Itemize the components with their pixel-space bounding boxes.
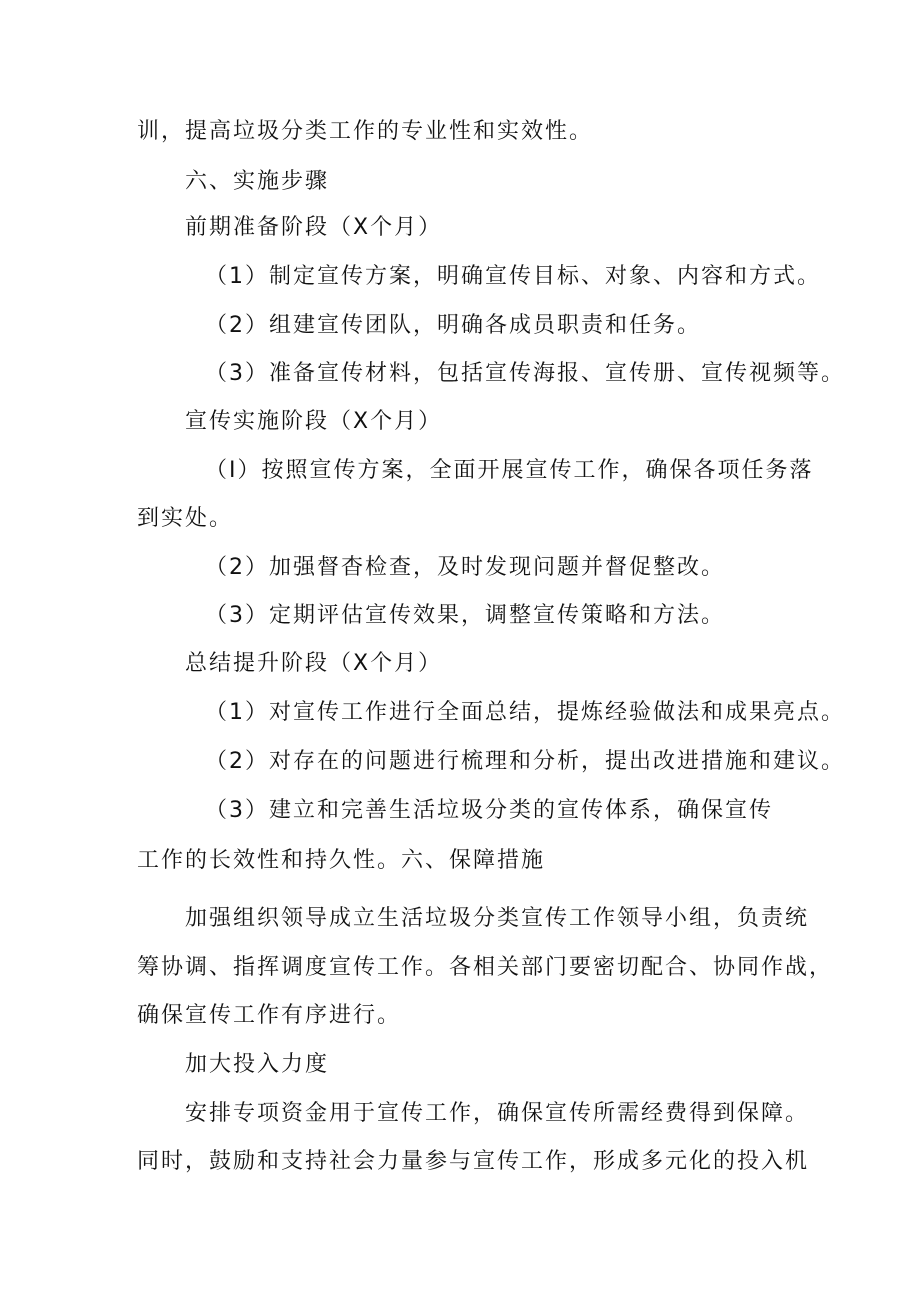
paragraph-line: 筹协调、指挥调度宣传工作。各相关部门要密切配合、协同作战， <box>137 955 834 980</box>
section-heading: 六、实施步骤 <box>185 169 330 194</box>
list-item: （3）准备宣传材料，包括宣传海报、宣传册、宣传视频等。 <box>205 361 845 386</box>
stage-heading: 前期准备阶段（X个月） <box>185 215 443 240</box>
list-item: （1）对宣传工作进行全面总结，提炼经验做法和成果亮点。 <box>205 700 845 725</box>
paragraph-line: 确保宣传工作有序进行。 <box>137 1003 402 1028</box>
list-item: （2）对存在的问题进行梳理和分析，提出改进措施和建议。 <box>205 749 845 774</box>
stage-heading: 总结提升阶段（X个月） <box>185 651 443 676</box>
text-line: 工作的长效性和持久性。六、保障措施 <box>137 848 546 873</box>
list-item: （3）建立和完善生活垃圾分类的宣传体系，确保宣传 <box>205 798 773 823</box>
paragraph-line: 安排专项资金用于宣传工作，确保宣传所需经费得到保障。 <box>185 1101 810 1126</box>
paragraph-line: 加强组织领导成立生活垃圾分类宣传工作领导小组，负责统 <box>185 906 810 931</box>
text-line: 训，提高垃圾分类工作的专业性和实效性。 <box>137 119 594 144</box>
subsection-heading: 加大投入力度 <box>185 1052 330 1077</box>
list-item: （3）定期评估宣传效果，调整宣传策略和方法。 <box>205 603 725 628</box>
list-item: （1）制定宣传方案，明确宣传目标、对象、内容和方式。 <box>205 264 821 289</box>
list-item: （2）组建宣传团队，明确各成员职责和任务。 <box>205 313 701 338</box>
list-item: （2）加强督杳检查，及时发现问题并督促整改。 <box>205 555 725 580</box>
paragraph-line: 同时，鼓励和支持社会力量参与宣传工作，形成多元化的投入机 <box>137 1149 810 1174</box>
stage-heading: 宣传实施阶段（X个月） <box>185 409 443 434</box>
list-item: （I）按照宣传方案，全面开展宣传工作，确保各项任务落 <box>205 458 814 483</box>
text-line: 到实处。 <box>137 506 234 531</box>
